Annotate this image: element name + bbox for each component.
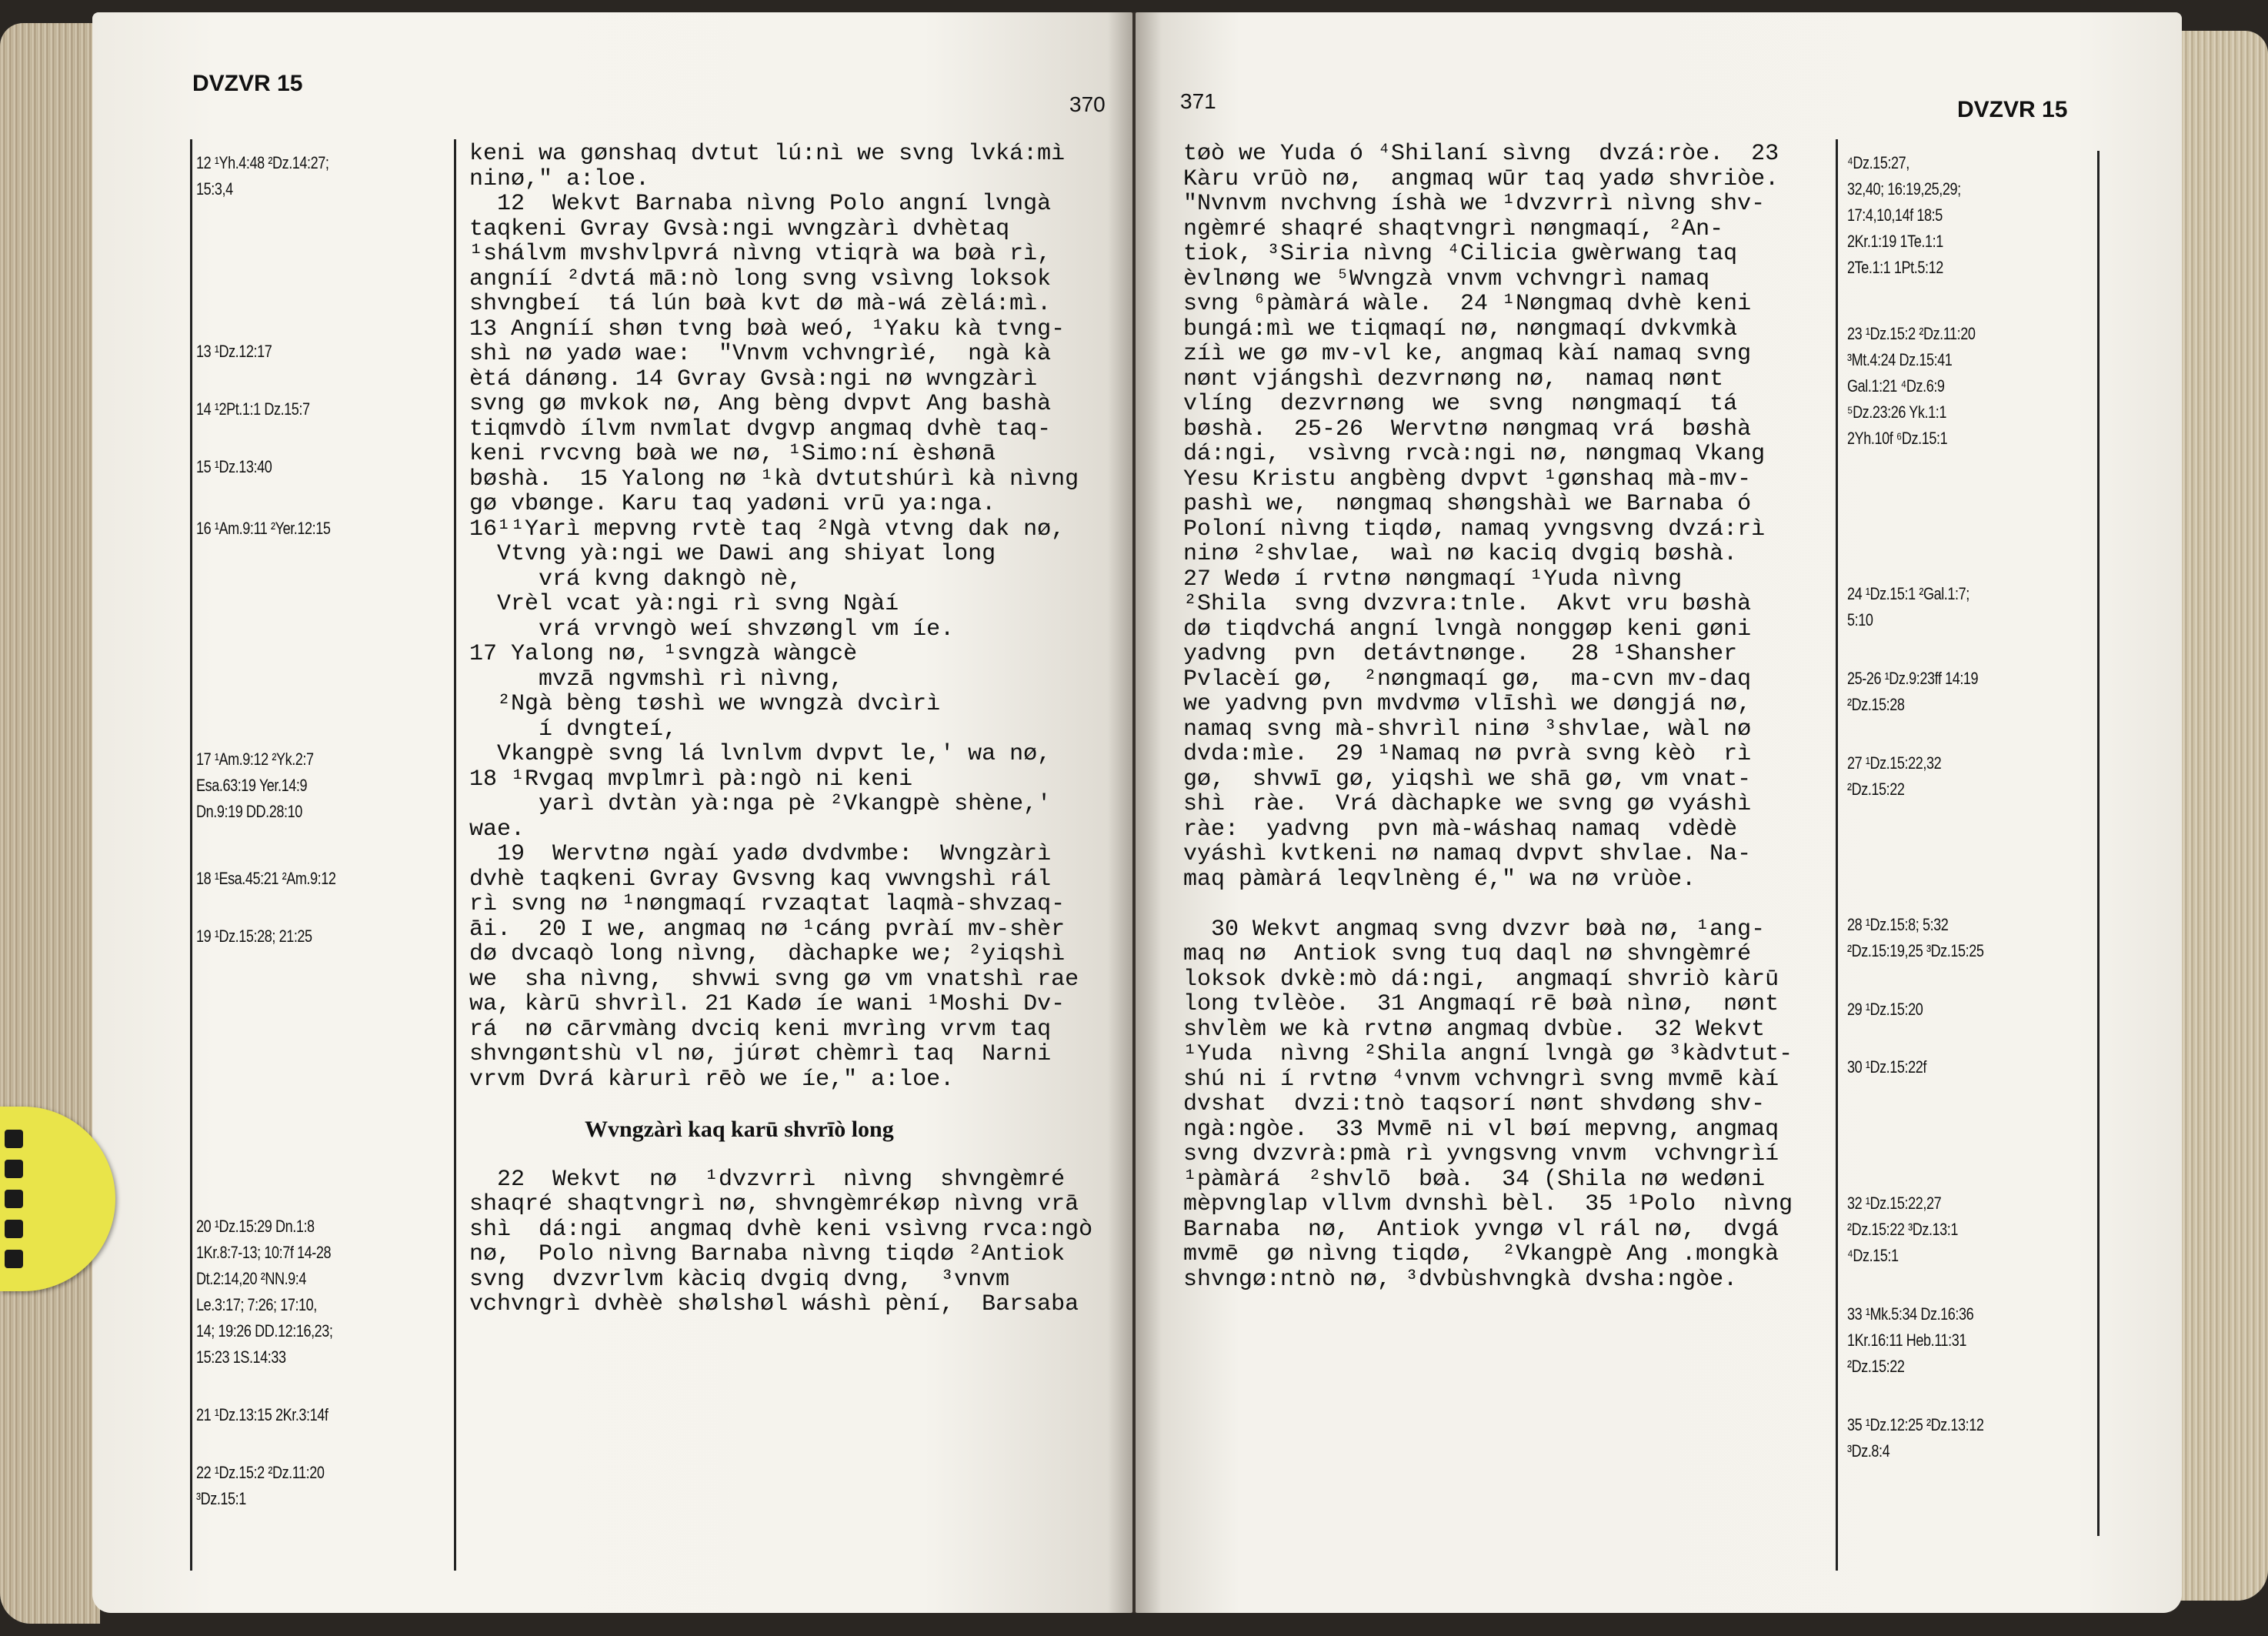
right-text-line: ngèmré shaqré shaqtvngrì nøngmaqí, ²An- (1183, 215, 1724, 242)
right-text-line: nønt vjángshì dezvrnøng nø, namaq nønt (1183, 366, 1724, 392)
right-text-line: zíì we gø mv-vl ke, angmaq kàí namaq svng (1183, 341, 1752, 367)
right-reference: ²Dz.15:22 ³Dz.13:1 (1847, 1220, 1959, 1239)
right-column-rule (1836, 139, 1838, 1571)
left-text-line: 19 Wervtnø ngàí yadø dvdvmbe: Wvngzàrì (469, 841, 1052, 867)
right-text-line: "Nvnvm nvchvng íshà we ¹dvzvrrì nìvng shv- (1183, 191, 1766, 217)
right-reference: ²Dz.15:22 (1847, 1357, 1905, 1376)
right-text-line: loksok dvkè:mò dá:ngi, angmaqí shvriò kàrū (1183, 966, 1779, 993)
left-reference: 12 ¹Yh.4:48 ²Dz.14:27; (196, 153, 329, 172)
right-reference: ²Dz.15:19,25 ³Dz.15:25 (1847, 941, 1984, 960)
right-text-line: bøshà. 25-26 Wervtnø nøngmaq vrá bøshà (1183, 416, 1752, 442)
left-text-line: vrá vrvngò weí shvzøngl vm íe. (469, 616, 955, 643)
left-text-line: Vkangpè svng lá lvnlvm dvpvt le,' wa nø, (469, 741, 1052, 767)
left-reference: Le.3:17; 7:26; 17:10, (196, 1295, 317, 1314)
right-text-line: shvngø:ntnò nø, ³dvbùshvngkà dvsha:ngòe. (1183, 1266, 1738, 1293)
right-text-line: shú ni í rvtnø ⁴vnvm vchvngrì svng mvmē kàí (1183, 1066, 1779, 1093)
right-text-line: dvda:mìe. 29 ¹Namaq nø pvrà svng kèò rì (1183, 741, 1752, 767)
left-reference: 14; 19:26 DD.12:16,23; (196, 1321, 333, 1341)
right-reference: 33 ¹Mk.5:34 Dz.16:36 (1847, 1304, 1974, 1324)
left-reference: 15:23 1S.14:33 (196, 1347, 286, 1367)
right-reference: ²Dz.15:28 (1847, 695, 1905, 714)
left-text-line: dø dvcaqò long nìvng, dàchapke we; ²yiqshì (469, 941, 1066, 967)
left-text-line: 13 Angníí shøn tvng bøà weó, ¹Yaku kà tvng- (469, 316, 1066, 342)
cross-references-left (196, 12, 450, 1598)
left-text-line: í dvngteí, (469, 716, 678, 743)
left-text-line: keni wa gønshaq dvtut lú:nì we svng lvká:mì (469, 141, 1066, 167)
right-text-line: yadvng pvn detávtnønge. 28 ¹Shansher (1183, 641, 1738, 667)
right-reference: 28 ¹Dz.15:8; 5:32 (1847, 915, 1949, 934)
right-reference: 30 ¹Dz.15:22f (1847, 1057, 1926, 1077)
right-reference: 25-26 ¹Dz.9:23ff 14:19 (1847, 669, 1979, 688)
left-text-line: shaqré shaqtvngrì nø, shvngèmrékøp nìvng vrā (469, 1191, 1079, 1217)
page-number-left: 370 (1069, 92, 1106, 116)
right-reference: 17:4,10,14f 18:5 (1847, 205, 1943, 225)
right-text-line: mèpvnglap vllvm dvnshì bèl. 35 ¹Polo nìvng (1183, 1191, 1793, 1217)
left-text-line (469, 1142, 1092, 1167)
left-reference: 1Kr.8:7-13; 10:7f 14-28 (196, 1243, 332, 1262)
left-text-line: svng gø mvkok nø, Ang bèng dvpvt Ang bashà (469, 391, 1052, 417)
left-text-line: āi. 20 I we, angmaq nø ¹cáng pvràí mv-shèr (469, 916, 1066, 943)
right-text-line: 27 Wedø í rvtnø nøngmaqí ¹Yuda nìvng (1183, 566, 1683, 593)
left-text-line: tiqmvdò ílvm nvmlat dvgvp angmaq dvhè taq- (469, 416, 1052, 442)
left-text-line: ²Ngà bèng tøshì we wvngzà dvcìrì (469, 691, 941, 717)
left-text-line: shì nø yadø wae: "Vnvm vchvngrìé, ngà kà (469, 341, 1052, 367)
left-reference: 15 ¹Dz.13:40 (196, 457, 272, 476)
right-reference: 2Kr.1:19 1Te.1:1 (1847, 232, 1943, 251)
right-reference: ⁴Dz.15:1 (1847, 1246, 1899, 1265)
left-text-line: taqkeni Gvray Gvsà:ngi wvngzàrì dvhètaq (469, 215, 1010, 242)
page-number-right: 371 (1180, 89, 1216, 113)
left-reference: 18 ¹Esa.45:21 ²Am.9:12 (196, 869, 336, 888)
right-text-line: dø tiqdvchá angní lvngà nonggøp keni gøni (1183, 616, 1752, 643)
left-text-line: shì dá:ngi angmaq dvhè keni vsìvng rvca:ngò (469, 1216, 1093, 1243)
right-text-line: gø, shvwī gø, yiqshì we shā gø, vm vnat- (1183, 766, 1752, 793)
right-text-line: Barnaba nø, Antiok yvngø vl rál nø, dvgá (1183, 1216, 1779, 1243)
right-reference: ³Dz.8:4 (1847, 1441, 1890, 1461)
left-text-line: rá nø cārvmàng dvciq keni mvrìng vrvm taq (469, 1016, 1052, 1043)
left-text-line: vrvm Dvrá kàrurì rēò we íe," a:loe. (469, 1066, 955, 1093)
left-text-line: Vtvng yà:ngi we Dawi ang shiyat long (469, 541, 996, 567)
left-text-line: we sha nìvng, shvwi svng gø vm vnatshì rae (469, 966, 1079, 993)
left-reference: 19 ¹Dz.15:28; 21:25 (196, 927, 312, 946)
right-reference: 2Te.1:1 1Pt.5:12 (1847, 258, 1943, 277)
right-text-line: vyáshì kvtkeni nø namaq dvpvt shvlae. Na- (1183, 841, 1752, 867)
left-text-line: rì svng nø ¹nøngmaqí rvzaqtat laqmà-shvzaq- (469, 891, 1066, 917)
left-text-line: ¹shálvm mvshvlpvrá nìvng vtiqrà wa bøà rì, (469, 241, 1052, 267)
left-text-line: Wvngzàrì kaq karū shvrīò long (585, 1116, 894, 1142)
left-text-line: mvzā ngvmshì rì nìvng, (469, 666, 844, 693)
left-text-line: wa, kàrū shvrìl. 21 Kadø íe wani ¹Moshi Dv- (469, 991, 1066, 1017)
right-text-line: ¹pàmàrá ²shvlō bøà. 34 (Shila nø wedøni (1183, 1166, 1766, 1193)
right-text-line: tøò we Yuda ó ⁴Shilaní sìvng dvzá:ròe. 23 (1183, 141, 1779, 167)
right-text-line: shvlèm we kà rvtnø angmaq dvbùe. 32 Wekvt (1183, 1016, 1766, 1043)
right-text-line: maq nø Antiok svng tuq daql nø shvngèmré (1183, 941, 1752, 967)
right-text-line: Poloní nìvng tiqdø, namaq yvngsvng dvzá:rì (1183, 516, 1766, 543)
left-text-line: vchvngrì dvhèè shølshøl wáshì pèní, Barsaba (469, 1291, 1079, 1317)
running-head-right: DVZVR 15 (1957, 97, 2068, 122)
left-text-line: angníí ²dvtá mā:nò long svng vsìvng loksok (469, 265, 1052, 292)
left-text-line: vrá kvng dakngò nè, (469, 566, 802, 593)
left-page-text (469, 142, 1092, 1317)
left-text-line: nø, Polo nìvng Barnaba nìvng tiqdø ²Antiok (469, 1241, 1066, 1267)
left-reference: 17 ¹Am.9:12 ²Yk.2:7 (196, 750, 314, 769)
book-gutter (1108, 12, 1162, 1613)
right-text-line: long tvlèòe. 31 Angmaqí rē bøà nìnø, nønt (1183, 991, 1779, 1017)
left-text-line: ninø," a:loe. (469, 165, 650, 192)
right-page-text (1183, 142, 1793, 1292)
right-reference: 35 ¹Dz.12:25 ²Dz.13:12 (1847, 1415, 1984, 1434)
left-text-line: svng dvzvrlvm kàciq dvgiq dvng, ³vnvm (469, 1266, 1010, 1293)
right-text-line: pashì we, nøngmaq shøngshàì we Barnaba ó (1183, 491, 1752, 517)
left-text-line (469, 1092, 1092, 1117)
right-text-line: namaq svng mà-shvrìl ninø ³shvlae, wàl nø (1183, 716, 1752, 743)
right-reference: 5:10 (1847, 610, 1873, 629)
right-text-line: ngà:ngòe. 33 Mvmē ni vl bøí mepvng, angmaq (1183, 1116, 1779, 1143)
left-reference: 22 ¹Dz.15:2 ²Dz.11:20 (196, 1463, 325, 1482)
left-text-line: 18 ¹Rvgaq mvplmrì pà:ngò ni keni (469, 766, 913, 793)
right-reference: 2Yh.10f ⁶Dz.15:1 (1847, 429, 1948, 448)
left-text-line: gø vbønge. Karu taq yadøni vrū ya:nga. (469, 491, 996, 517)
left-reference: Esa.63:19 Yer.14:9 (196, 776, 308, 795)
right-reference: 24 ¹Dz.15:1 ²Gal.1:7; (1847, 584, 1969, 603)
left-text-line: bøshà. 15 Yalong nø ¹kà dvtutshúrì kà nìvng (469, 466, 1079, 492)
right-text-line (1183, 892, 1793, 917)
right-reference: 32,40; 16:19,25,29; (1847, 179, 1961, 199)
right-text-line: Yesu Kristu angbèng dvpvt ¹gønshaq mà-mv- (1183, 466, 1752, 492)
right-text-line: ràe: yadvng pvn mà-wáshaq namaq vdèdè (1183, 816, 1738, 843)
left-reference-rule (190, 139, 192, 1571)
page-edges-left (0, 23, 100, 1624)
right-text-line: svng ⁶pàmàrá wàle. 24 ¹Nøngmaq dvhè keni (1183, 291, 1752, 317)
cross-references-right (1847, 12, 2093, 1598)
page-edges-right (2176, 31, 2268, 1601)
left-reference: Dt.2:14,20 ²NN.9:4 (196, 1269, 307, 1288)
left-text-line: yarì dvtàn yà:nga pè ²Vkangpè shène,' (469, 791, 1052, 817)
right-reference: 27 ¹Dz.15:22,32 (1847, 753, 1942, 773)
left-text-line: shvngøntshù vl nø, júrøt chèmrì taq Narni (469, 1041, 1052, 1067)
right-text-line: svng dvzvrà:pmà rì yvngsvng vnvm vchvngrìí (1183, 1141, 1779, 1167)
left-text-line: keni rvcvng bøà we nø, ¹Simo:ní èshønā (469, 441, 996, 467)
left-page (92, 12, 1132, 1613)
right-text-line: maq pàmàrá leqvlnèng é," wa nø vrùòe. (1183, 866, 1696, 893)
right-text-line: tiok, ³Siria nìvng ⁴Cilicia gwèrwang taq (1183, 241, 1738, 267)
left-reference: 16 ¹Am.9:11 ²Yer.12:15 (196, 519, 331, 538)
right-reference: 23 ¹Dz.15:2 ²Dz.11:20 (1847, 324, 1976, 343)
left-reference: 15:3,4 (196, 179, 233, 199)
right-text-line: Kàru vrūò nø, angmaq wūr taq yadø shvriòe. (1183, 165, 1779, 192)
right-text-line: we yadvng pvn mvdvmø vlīshì we døngjá nø, (1183, 691, 1752, 717)
right-text-line: ¹Yuda nìvng ²Shila angní lvngà gø ³kàdvtut- (1183, 1041, 1793, 1067)
right-text-line: dá:ngi, vsìvng rvcà:ngi nø, nøngmaq Vkang (1183, 441, 1766, 467)
left-reference: ³Dz.15:1 (196, 1489, 246, 1508)
right-reference: ²Dz.15:22 (1847, 780, 1905, 799)
right-reference: 29 ¹Dz.15:20 (1847, 1000, 1923, 1019)
right-text-line: mvmē gø nìvng tiqdø, ²Vkangpè Ang .mongkà (1183, 1241, 1779, 1267)
right-text-line: ninø ²shvlae, waì nø kaciq dvgiq bøshà. (1183, 541, 1738, 567)
right-text-line: shì ràe. Vrá dàchapke we svng gø vyáshì (1183, 791, 1752, 817)
right-reference: ⁵Dz.23:26 Yk.1:1 (1847, 402, 1946, 422)
right-reference-rule (2097, 151, 2100, 1536)
right-text-line: vlíng dezvrnøng we svng nøngmaqí tá (1183, 391, 1738, 417)
left-text-line: 12 Wekvt Barnaba nìvng Polo angní lvngà (469, 191, 1052, 217)
left-reference: 13 ¹Dz.12:17 (196, 342, 272, 361)
left-text-line: 16¹¹Yarì mepvng rvtè taq ²Ngà vtvng dak nø, (469, 516, 1066, 543)
right-text-line: dvshat dvzi:tnò taqsorí nønt shvdøng shv- (1183, 1091, 1766, 1117)
right-text-line: 30 Wekvt angmaq svng dvzvr bøà nø, ¹ang- (1183, 916, 1766, 943)
left-text-line: wae. (469, 816, 525, 843)
right-reference: ³Mt.4:24 Dz.15:41 (1847, 350, 1953, 369)
right-reference: 1Kr.16:11 Heb.11:31 (1847, 1331, 1967, 1350)
left-column-rule (454, 139, 456, 1571)
right-text-line: Pvlacèí gø, ²nøngmaqí gø, ma-cvn mv-daq (1183, 666, 1752, 693)
right-text-line: èvlnøng we ⁵Wvngzà vnvm vchvngrì namaq (1183, 265, 1710, 292)
right-reference: ⁴Dz.15:27, (1847, 153, 1909, 172)
left-text-line: 17 Yalong nø, ¹svngzà wàngcè (469, 641, 858, 667)
left-text-line: ètá dánøng. 14 Gvray Gvsà:ngi nø wvngzàrì (469, 366, 1038, 392)
right-reference: 32 ¹Dz.15:22,27 (1847, 1194, 1942, 1213)
left-text-line: Vrèl vcat yà:ngi rì svng Ngàí (469, 591, 899, 617)
right-text-line: ²Shila svng dvzvra:tnle. Akvt vru bøshà (1183, 591, 1752, 617)
right-page (1136, 12, 2182, 1613)
left-reference: 20 ¹Dz.15:29 Dn.1:8 (196, 1217, 315, 1236)
left-reference: 14 ¹2Pt.1:1 Dz.15:7 (196, 399, 310, 419)
left-reference: Dn.9:19 DD.28:10 (196, 802, 302, 821)
running-head-left: DVZVR 15 (192, 71, 303, 96)
left-text-line: 22 Wekvt nø ¹dvzvrrì nìvng shvngèmré (469, 1166, 1066, 1193)
right-text-line: bungá:mì we tiqmaqí nø, nøngmaqí dvkvmkà (1183, 316, 1738, 342)
left-text-line: shvngbeí tá lún bøà kvt dø mà-wá zèlá:mì. (469, 291, 1052, 317)
right-reference: Gal.1:21 ⁴Dz.6:9 (1847, 376, 1945, 396)
left-reference: 21 ¹Dz.13:15 2Kr.3:14f (196, 1405, 329, 1424)
left-text-line: dvhè taqkeni Gvray Gvsvng kaq vwvngshì rál (469, 866, 1052, 893)
